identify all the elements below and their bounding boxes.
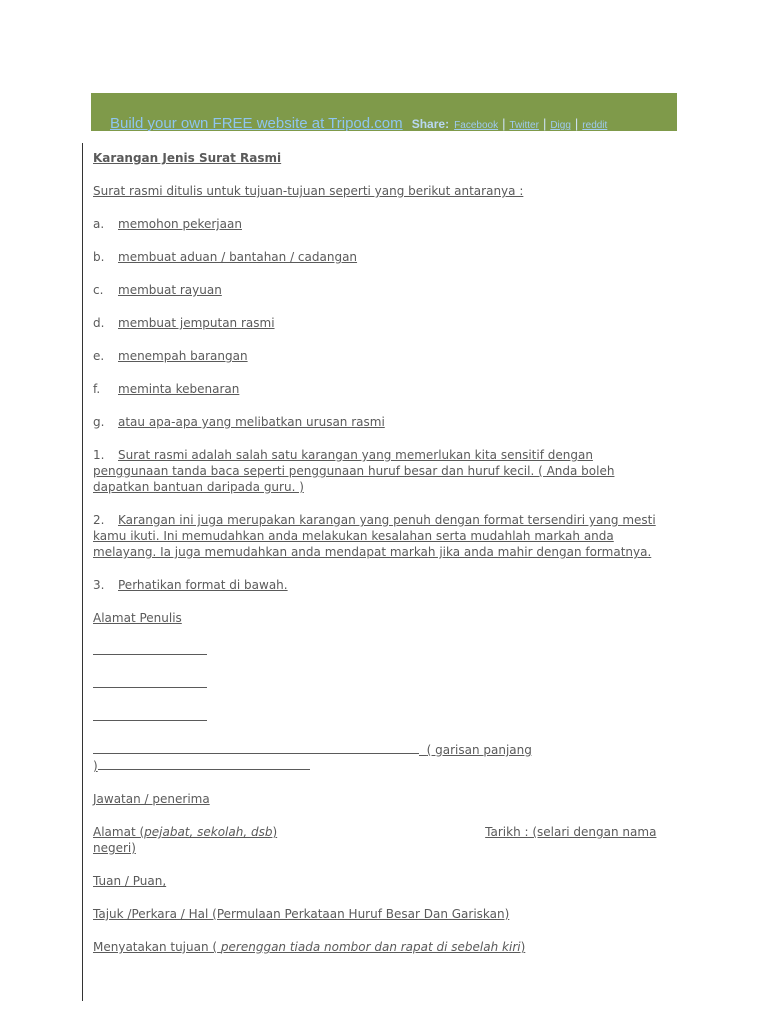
menyatakan-italic: perenggan tiada nombor dan rapat di sebelah kiri bbox=[220, 940, 521, 954]
tarikh-text: Tarikh : (selari dengan nama negeri) bbox=[93, 825, 657, 855]
menyatakan-label: Menyatakan tujuan ( bbox=[93, 940, 218, 954]
jawatan-penerima: Jawatan / penerima bbox=[93, 792, 210, 806]
list-item bbox=[93, 414, 665, 430]
build-website-link[interactable]: Build your own FREE website at Tripod.com bbox=[110, 115, 403, 132]
address-line-blank bbox=[93, 676, 665, 692]
separator: | bbox=[574, 116, 579, 131]
garisan-close: ) bbox=[93, 759, 98, 773]
tajuk-line: Tajuk /Perkara / Hal (Permulaan Perkataan Huruf Besar Dan Gariskan) bbox=[93, 907, 510, 921]
list-item bbox=[93, 282, 665, 298]
alamat-close: ) bbox=[272, 825, 278, 839]
separator: | bbox=[542, 116, 547, 131]
document-body bbox=[93, 150, 665, 972]
point-text: Perhatikan format di bawah. bbox=[118, 578, 288, 592]
separator: | bbox=[502, 116, 506, 131]
list-letter: b. bbox=[93, 250, 105, 264]
point-text: Surat rasmi adalah salah satu karangan yang memerlukan kita sensitif dengan penggunaan tanda baca seperti penggunaan huruf besar dan huruf kecil. ( Anda boleh dapatkan bantuan daripada guru. ) bbox=[93, 448, 615, 494]
share-label: Share: bbox=[411, 117, 450, 131]
list-letter: c. bbox=[93, 283, 104, 297]
left-border-line bbox=[82, 143, 83, 1001]
alamat-label: Alamat ( bbox=[93, 825, 145, 839]
menyatakan-tujuan bbox=[93, 939, 665, 955]
share-twitter-link[interactable]: Twitter bbox=[509, 120, 539, 131]
list-text: membuat jemputan rasmi bbox=[118, 316, 275, 330]
list-text: membuat rayuan bbox=[118, 283, 222, 297]
point-number: 2. bbox=[93, 513, 105, 527]
share-facebook-link[interactable]: Facebook bbox=[454, 120, 499, 131]
numbered-point bbox=[93, 577, 665, 593]
list-text: atau apa-apa yang melibatkan urusan rasmi bbox=[118, 415, 385, 429]
share-reddit-link[interactable]: reddit bbox=[582, 120, 608, 131]
document-title: Karangan Jenis Surat Rasmi bbox=[93, 151, 282, 165]
menyatakan-close: ) bbox=[520, 940, 526, 954]
list-letter: a. bbox=[93, 217, 105, 231]
address-line-blank bbox=[93, 643, 665, 659]
share-digg-link[interactable]: Digg bbox=[550, 120, 571, 131]
list-text: meminta kebenaran bbox=[118, 382, 240, 396]
long-line-note bbox=[93, 742, 665, 774]
list-item bbox=[93, 216, 665, 232]
alamat-italic: pejabat, sekolah, dsb bbox=[144, 825, 273, 839]
point-text: Karangan ini juga merupakan karangan yang penuh dengan format tersendiri yang mesti kamu ikuti. Ini memudahkan anda melakukan kesalahan serta mudahlah markah anda melayang. Ia juga memudahkan anda mendapat markah jika anda mahir dengan formatnya. bbox=[93, 513, 656, 559]
list-item bbox=[93, 381, 665, 397]
numbered-point bbox=[93, 512, 665, 560]
numbered-point bbox=[93, 447, 665, 495]
intro-text: Surat rasmi ditulis untuk tujuan-tujuan seperti yang berikut antaranya : bbox=[93, 184, 524, 198]
list-text: menempah barangan bbox=[118, 349, 248, 363]
banner-content bbox=[110, 113, 607, 132]
salutation: Tuan / Puan, bbox=[93, 874, 167, 888]
address-line-blank bbox=[93, 709, 665, 725]
list-letter: d. bbox=[93, 316, 105, 330]
tripod-banner bbox=[91, 93, 677, 131]
list-letter: e. bbox=[93, 349, 105, 363]
list-letter: f. bbox=[93, 382, 101, 396]
alamat-tarikh-line bbox=[93, 824, 665, 856]
list-letter: g. bbox=[93, 415, 105, 429]
point-number: 3. bbox=[93, 578, 105, 592]
alamat-penulis-label: Alamat Penulis bbox=[93, 611, 182, 625]
garisan-note: ( garisan panjang bbox=[426, 743, 532, 757]
list-item bbox=[93, 348, 665, 364]
list-item bbox=[93, 249, 665, 265]
list-text: membuat aduan / bantahan / cadangan bbox=[118, 250, 358, 264]
list-text: memohon pekerjaan bbox=[118, 217, 242, 231]
list-item bbox=[93, 315, 665, 331]
point-number: 1. bbox=[93, 448, 105, 462]
